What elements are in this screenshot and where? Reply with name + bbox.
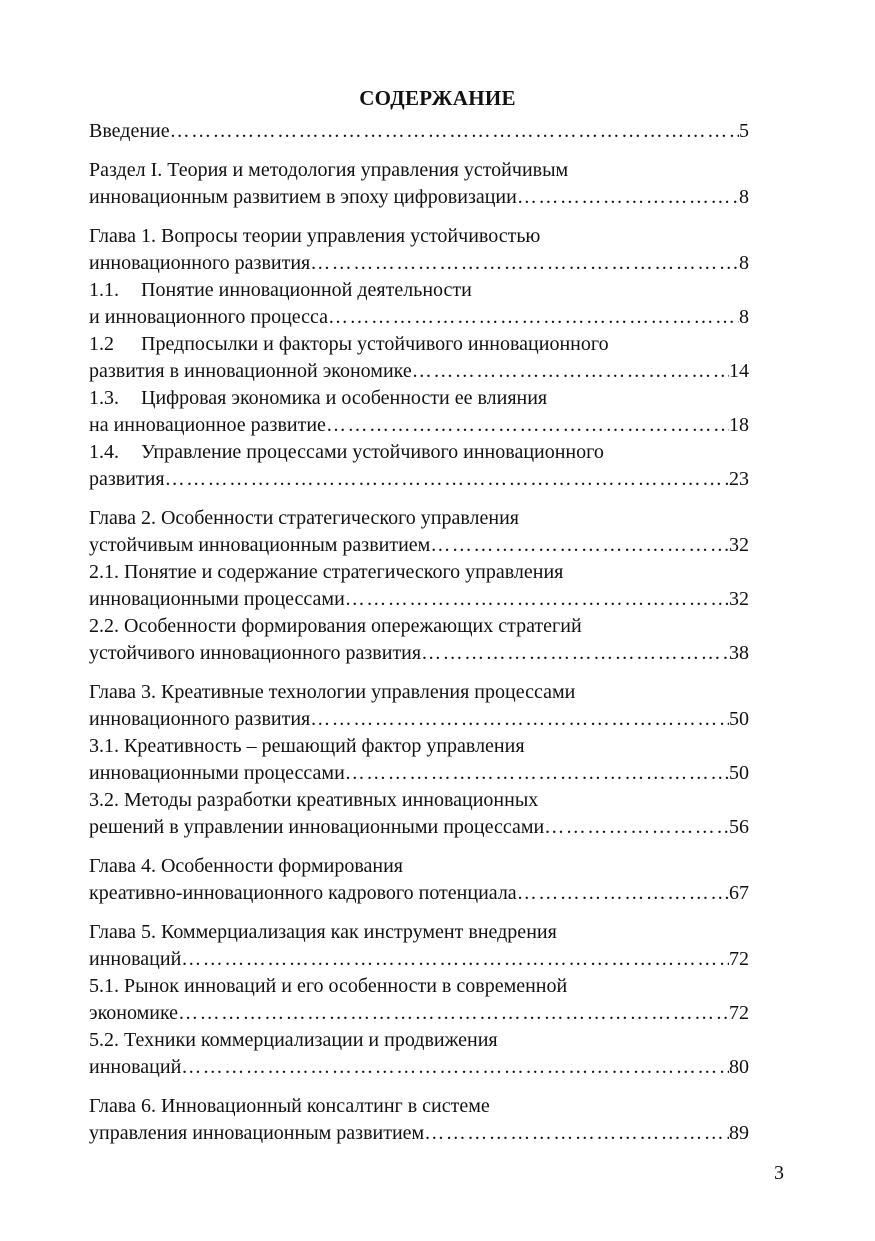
toc-entry xyxy=(89,439,749,493)
toc-entry xyxy=(89,505,749,559)
toc-entry-text: Введение xyxy=(89,120,170,142)
toc-leader-dots xyxy=(310,250,739,277)
toc-entry-text: 5.1. Рынок инноваций и его особенности в современной xyxy=(89,975,568,997)
toc-entry-last-line xyxy=(89,466,749,493)
toc-entry xyxy=(89,733,749,787)
toc-page-number: 72 xyxy=(729,1002,749,1024)
toc-entry-text: управления инновационным развитием xyxy=(89,1122,425,1144)
toc-page-number: 32 xyxy=(729,534,749,556)
toc-entry-last-line xyxy=(89,358,749,385)
toc-entry-text: 2.1. Понятие и содержание стратегического управления xyxy=(89,561,564,583)
toc-entry-text: 3.1. Креативность – решающий фактор управления xyxy=(89,735,525,757)
toc-entry-text: Цифровая экономика и особенности ее влияния xyxy=(141,387,548,409)
toc-entry-text: Глава 3. Креативные технологии управления процессами xyxy=(89,681,576,703)
toc-entry-text: Глава 1. Вопросы теории управления устойчивостью xyxy=(89,225,541,247)
toc-leader-dots xyxy=(328,304,739,331)
toc-entry xyxy=(89,1027,749,1081)
toc-entry-text: 3.2. Методы разработки креативных инновационных xyxy=(89,789,539,811)
toc-page-number: 5 xyxy=(739,120,749,142)
toc-entry-line xyxy=(89,157,749,184)
toc-page-number: 8 xyxy=(739,186,749,208)
toc-entry-last-line xyxy=(89,1054,749,1081)
toc-entry-text: Раздел I. Теория и методология управления устойчивым xyxy=(89,159,569,181)
toc-entry-last-line xyxy=(89,706,749,733)
toc-leader-dots xyxy=(345,760,729,787)
toc-leader-dots xyxy=(310,706,729,733)
toc-page-number: 72 xyxy=(729,948,749,970)
toc-entry-text: Глава 6. Инновационный консалтинг в системе xyxy=(89,1095,490,1117)
toc-entry xyxy=(89,277,749,331)
toc-entry-last-line xyxy=(89,586,749,613)
toc-page-number: 23 xyxy=(729,468,749,490)
toc-entry-text: развития xyxy=(89,468,165,490)
toc-entry xyxy=(89,331,749,385)
toc-entry-text: 5.2. Техники коммерциализации и продвижения xyxy=(89,1029,498,1051)
toc-entry-text: и инновационного процесса xyxy=(89,306,329,328)
toc-entry xyxy=(89,118,749,145)
toc-leader-dots xyxy=(345,586,729,613)
toc-page-number: 50 xyxy=(729,708,749,730)
toc-page-number: 18 xyxy=(729,414,749,436)
toc-entry xyxy=(89,559,749,613)
toc-entry-text: Понятие инновационной деятельности xyxy=(141,279,472,301)
toc-leader-dots xyxy=(424,1120,729,1147)
toc-page-number: 32 xyxy=(729,588,749,610)
page-title: СОДЕРЖАНИЕ xyxy=(359,86,516,110)
toc-entry-last-line xyxy=(89,1120,749,1147)
table-of-contents xyxy=(89,118,749,1147)
toc-entry-last-line xyxy=(89,760,749,787)
toc-entry-last-line xyxy=(89,184,749,211)
toc-page-number: 50 xyxy=(729,762,749,784)
toc-entry xyxy=(89,613,749,667)
toc-entry-number: 1.4. xyxy=(89,441,119,463)
toc-entry xyxy=(89,973,749,1027)
toc-entry-text: инновационными процессами xyxy=(89,588,345,610)
toc-entry-line xyxy=(89,1093,749,1120)
toc-entry xyxy=(89,1093,749,1147)
toc-entry-text: инновационного развития xyxy=(89,708,311,730)
toc-leader-dots xyxy=(544,814,729,841)
toc-leader-dots xyxy=(178,1000,729,1027)
toc-leader-dots xyxy=(430,532,729,559)
toc-entry-text: инноваций xyxy=(89,948,182,970)
toc-entry-last-line xyxy=(89,304,749,331)
toc-entry-text: инновационными процессами xyxy=(89,762,345,784)
toc-entry-line xyxy=(89,385,749,412)
toc-page-number: 38 xyxy=(729,642,749,664)
toc-entry xyxy=(89,787,749,841)
toc-entry-last-line xyxy=(89,118,749,145)
toc-entry-line xyxy=(89,679,749,706)
toc-entry-line xyxy=(89,223,749,250)
toc-entry-line xyxy=(89,973,749,1000)
toc-entry-last-line xyxy=(89,532,749,559)
toc-entry xyxy=(89,919,749,973)
toc-entry-text: 2.2. Особенности формирования опережающих стратегий xyxy=(89,615,582,637)
toc-entry-line xyxy=(89,853,749,880)
toc-page-number: 14 xyxy=(729,360,749,382)
toc-entry-text: креативно-инновационного кадрового потенциала xyxy=(89,882,517,904)
toc-entry-text: Глава 4. Особенности формирования xyxy=(89,855,403,877)
toc-page-number: 67 xyxy=(729,882,749,904)
toc-entry-line xyxy=(89,439,749,466)
toc-leader-dots xyxy=(170,118,739,145)
toc-entry-text: Глава 2. Особенности стратегического управления xyxy=(89,507,519,529)
toc-entry-line xyxy=(89,277,749,304)
toc-entry-number: 1.3. xyxy=(89,387,119,409)
toc-entry-text: устойчивым инновационным развитием xyxy=(89,534,431,556)
toc-entry-number: 1.1. xyxy=(89,279,119,301)
toc-leader-dots xyxy=(421,640,729,667)
toc-entry-line xyxy=(89,733,749,760)
toc-entry-text: решений в управлении инновационными процессами xyxy=(89,816,545,838)
toc-entry-last-line xyxy=(89,814,749,841)
toc-entry xyxy=(89,679,749,733)
toc-entry xyxy=(89,223,749,277)
toc-leader-dots xyxy=(181,946,729,973)
toc-entry-text: развития в инновационной экономике xyxy=(89,360,412,382)
toc-entry-text: инноваций xyxy=(89,1056,182,1078)
toc-entry-line xyxy=(89,613,749,640)
toc-entry-last-line xyxy=(89,412,749,439)
toc-entry-text: Глава 5. Коммерциализация как инструмент внедрения xyxy=(89,921,557,943)
toc-page-number: 8 xyxy=(739,306,749,328)
toc-entry-line xyxy=(89,919,749,946)
toc-entry-last-line xyxy=(89,946,749,973)
toc-entry-text: на инновационное развитие xyxy=(89,414,326,436)
toc-entry-line xyxy=(89,331,749,358)
toc-entry-last-line xyxy=(89,880,749,907)
toc-leader-dots xyxy=(517,184,739,211)
toc-entry-number: 1.2 xyxy=(89,333,114,355)
toc-leader-dots xyxy=(412,358,729,385)
toc-leader-dots xyxy=(165,466,729,493)
toc-leader-dots xyxy=(326,412,729,439)
toc-entry-line xyxy=(89,505,749,532)
page-number: 3 xyxy=(774,1162,784,1184)
toc-entry-text: инновационного развития xyxy=(89,252,311,274)
toc-page-number: 8 xyxy=(739,252,749,274)
toc-page-number: 56 xyxy=(729,816,749,838)
toc-entry-text: инновационным развитием в эпоху цифровизации xyxy=(89,186,517,208)
toc-entry-text: Предпосылки и факторы устойчивого инновационного xyxy=(141,333,609,355)
toc-leader-dots xyxy=(181,1054,729,1081)
toc-entry-line xyxy=(89,1027,749,1054)
toc-entry xyxy=(89,157,749,211)
toc-entry-last-line xyxy=(89,1000,749,1027)
toc-page-number: 80 xyxy=(729,1056,749,1078)
toc-entry-line xyxy=(89,559,749,586)
toc-entry-text: устойчивого инновационного развития xyxy=(89,642,422,664)
toc-entry-text: Управление процессами устойчивого инновационного xyxy=(141,441,604,463)
toc-page-number: 89 xyxy=(729,1122,749,1144)
toc-entry xyxy=(89,385,749,439)
toc-entry-text: экономике xyxy=(89,1002,179,1024)
toc-entry-last-line xyxy=(89,640,749,667)
toc-entry-last-line xyxy=(89,250,749,277)
toc-entry-line xyxy=(89,787,749,814)
toc-entry xyxy=(89,853,749,907)
toc-leader-dots xyxy=(517,880,729,907)
